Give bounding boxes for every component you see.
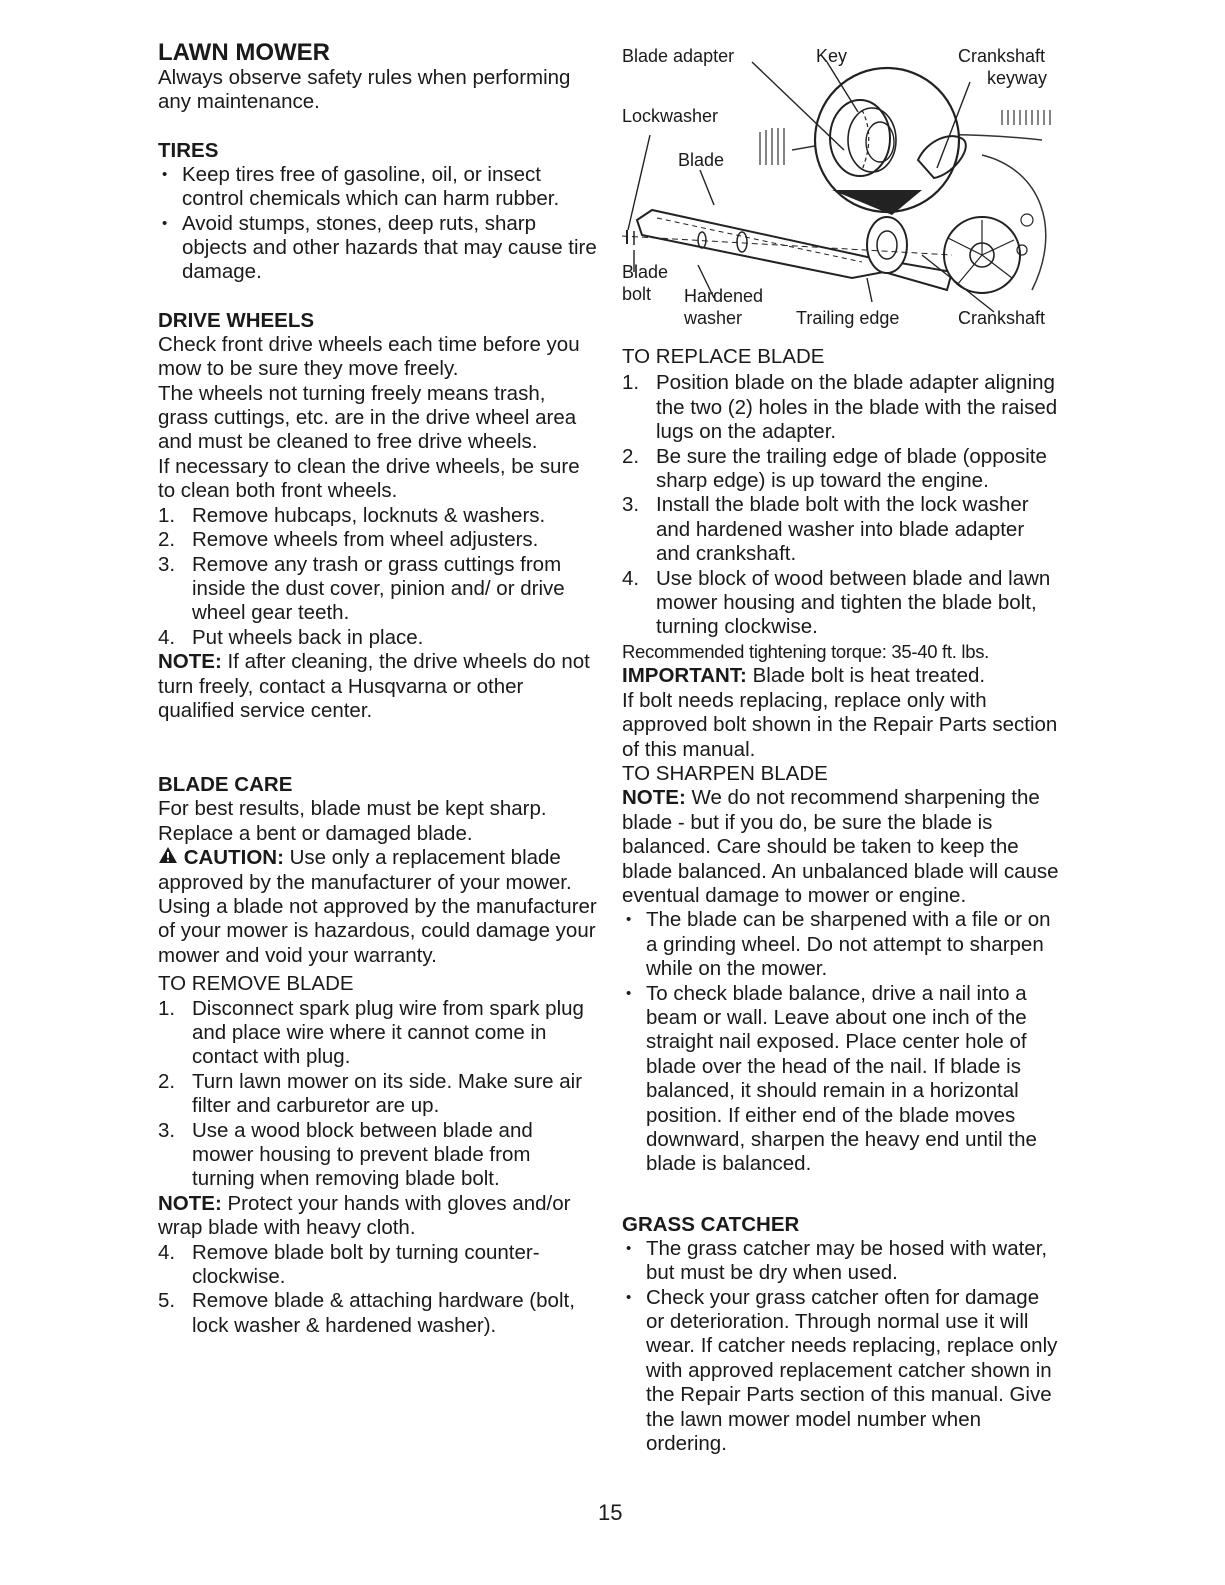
note-label: NOTE: (622, 786, 686, 810)
step-text: Remove any trash or grass cuttings from inside the dust cover, pinion and/ or drive wheel gear teeth. (192, 552, 565, 625)
list-item: • Check your grass catcher often for damage or deterioration. Through normal use it will wear. If catcher needs replacing, replace only with approved replacement catcher shown in the Repair Parts section of this manual. Give the lawn mower model number when ordering. (622, 1286, 1062, 1457)
list-item (158, 1119, 598, 1192)
list-item (622, 371, 1062, 444)
note-text: If after cleaning, the drive wheels do not turn freely, contact a Husqvarna or other qualified service center. (158, 650, 590, 722)
page-title: LAWN MOWER (158, 39, 330, 66)
label-blade-adapter: Blade adapter (622, 46, 735, 66)
list-item (622, 567, 1062, 640)
step-number: 4. (158, 625, 176, 649)
step-number: 2. (158, 1069, 176, 1093)
grass-catcher-heading: GRASS CATCHER (622, 1212, 800, 1236)
remove-blade-heading: TO REMOVE BLADE (158, 972, 354, 996)
paragraph: If bolt needs replacing, replace only with approved bolt shown in the Repair Parts section of this manual. (622, 688, 1058, 761)
replace-blade-steps (622, 371, 1062, 639)
step-number: 2. (622, 444, 640, 468)
label-crankshaft-keyway-1: Crankshaft (958, 46, 1046, 66)
label-blade: Blade (678, 150, 725, 170)
note-text: Protect your hands with gloves and/or wrap blade with heavy cloth. (158, 1191, 571, 1240)
step-text: Remove wheels from wheel adjusters. (192, 528, 539, 552)
step-number: 5. (158, 1289, 176, 1313)
label-lockwasher: Lockwasher (622, 106, 719, 126)
warning-icon (158, 846, 178, 870)
list-item: • To check blade balance, drive a nail into a beam or wall. Leave about one inch of the straight nail exposed. Place center hole of blade over the head of the nail. If blade is balanced, it should remain in a horizontal position. If either end of the blade moves downward, sharpen the heavy end until the blade is balanced. (622, 982, 1062, 1177)
note-label: NOTE: (158, 1191, 222, 1215)
note-paragraph (158, 1192, 598, 1241)
label-key: Key (816, 46, 848, 66)
tires-list (158, 163, 598, 285)
label-hardened-1: Hardened (684, 286, 764, 306)
remove-blade-steps (158, 997, 598, 1192)
list-item (158, 626, 598, 650)
left-column (158, 40, 598, 1338)
step-text: Be sure the trailing edge of blade (opposite sharp edge) is up toward the engine. (656, 444, 1047, 493)
important-label: IMPORTANT: (622, 664, 747, 688)
caution-label: CAUTION: (183, 846, 284, 870)
step-text: Use a wood block between blade and mower housing to prevent blade from turning when removing blade bolt. (192, 1118, 533, 1191)
step-number: 1. (158, 996, 176, 1020)
blade-assembly-figure (622, 40, 1062, 335)
list-item (158, 1241, 598, 1290)
list-item (158, 997, 598, 1070)
step-text: Disconnect spark plug wire from spark plug and place wire where it cannot come in contact with plug. (192, 996, 584, 1069)
step-text: Remove blade bolt by turning counter-clockwise. (192, 1240, 540, 1289)
label-blade-bolt-1: Blade (622, 262, 669, 282)
step-number: 1. (622, 371, 640, 395)
caution-text: Use only a replacement blade approved by the manufacturer of your mower. Using a blade not approved by the manufacturer of your mower is hazardous, could damage your mower and void your warranty. (158, 846, 597, 967)
note-label: NOTE: (158, 650, 222, 674)
paragraph: For best results, blade must be kept sharp. Replace a bent or damaged blade. (158, 797, 547, 845)
list-item: • The grass catcher may be hosed with water, but must be dry when used. (622, 1237, 1062, 1286)
step-text: Put wheels back in place. (192, 625, 424, 649)
caution-paragraph (158, 846, 598, 968)
step-text: Use block of wood between blade and lawn mower housing and tighten the blade bolt, turning clockwise. (656, 566, 1051, 639)
label-blade-bolt-2: bolt (622, 284, 652, 304)
step-text: Remove blade & attaching hardware (bolt, lock washer & hardened washer). (192, 1289, 575, 1337)
replace-blade-heading: TO REPLACE BLADE (622, 345, 825, 368)
step-number: 3. (158, 1118, 176, 1142)
label-crankshaft-keyway-2: keyway (987, 68, 1048, 88)
list-item: • The blade can be sharpened with a file or on a grinding wheel. Do not attempt to sharpen while on the mower. (622, 908, 1062, 981)
list-item: • Avoid stumps, stones, deep ruts, sharp objects and other hazards that may cause tire damage. (158, 212, 598, 285)
step-number: 3. (158, 552, 176, 576)
step-number: 4. (158, 1240, 176, 1264)
drive-wheels-steps (158, 504, 598, 650)
blade-care-heading: BLADE CARE (158, 773, 293, 797)
step-number: 4. (622, 566, 640, 590)
remove-blade-steps-continued (158, 1241, 598, 1339)
step-text: Remove hubcaps, locknuts & washers. (192, 503, 546, 527)
step-text: Turn lawn mower on its side. Make sure air filter and carburetor are up. (192, 1069, 583, 1118)
list-item: • Keep tires free of gasoline, oil, or insect control chemicals which can harm rubber. (158, 163, 598, 212)
tires-heading: TIRES (158, 138, 219, 162)
step-number: 2. (158, 528, 176, 552)
intro-text: Always observe safety rules when performing any maintenance. (158, 66, 571, 114)
step-number: 1. (158, 503, 176, 527)
grass-catcher-list (622, 1237, 1062, 1457)
page-number: 15 (598, 1500, 623, 1525)
note-text: We do not recommend sharpening the blade - but if you do, be sure the blade is balanced. Care should be taken to keep the blade balanced. An unbalanced blade will cause eventual damage to mower or engine. (622, 786, 1059, 907)
list-item (622, 493, 1062, 566)
paragraph: The wheels not turning freely means trash, grass cuttings, etc. are in the drive wheel area and must be cleaned to free drive wheels. (158, 381, 577, 454)
important-text: Blade bolt is heat treated. (746, 664, 986, 688)
label-crankshaft: Crankshaft (958, 308, 1046, 328)
note-paragraph (158, 650, 598, 723)
drive-wheels-heading: DRIVE WHEELS (158, 308, 315, 332)
note-paragraph (622, 786, 1062, 908)
paragraph: Check front drive wheels each time before you mow to be sure they move freely. (158, 332, 580, 381)
right-column (622, 40, 1062, 1456)
sharpen-list (622, 908, 1062, 1176)
sharpen-blade-heading: TO SHARPEN BLADE (622, 761, 828, 785)
paragraph: If necessary to clean the drive wheels, be sure to clean both front wheels. (158, 454, 580, 503)
list-item (158, 1070, 598, 1119)
list-item (158, 553, 598, 626)
step-text: Position blade on the blade adapter aligning the two (2) holes in the blade with the raised lugs on the adapter. (656, 371, 1058, 444)
step-text: Install the blade bolt with the lock washer and hardened washer into blade adapter and crankshaft. (656, 493, 1029, 566)
label-trailing-edge: Trailing edge (796, 308, 900, 328)
list-item (158, 528, 598, 552)
list-item (622, 445, 1062, 494)
label-hardened-2: washer (684, 308, 743, 328)
list-item (158, 504, 598, 528)
important-paragraph (622, 664, 1062, 688)
list-item (158, 1289, 598, 1338)
torque-spec: Recommended tightening torque: 35-40 ft. lbs. (622, 640, 990, 662)
step-number: 3. (622, 493, 640, 517)
